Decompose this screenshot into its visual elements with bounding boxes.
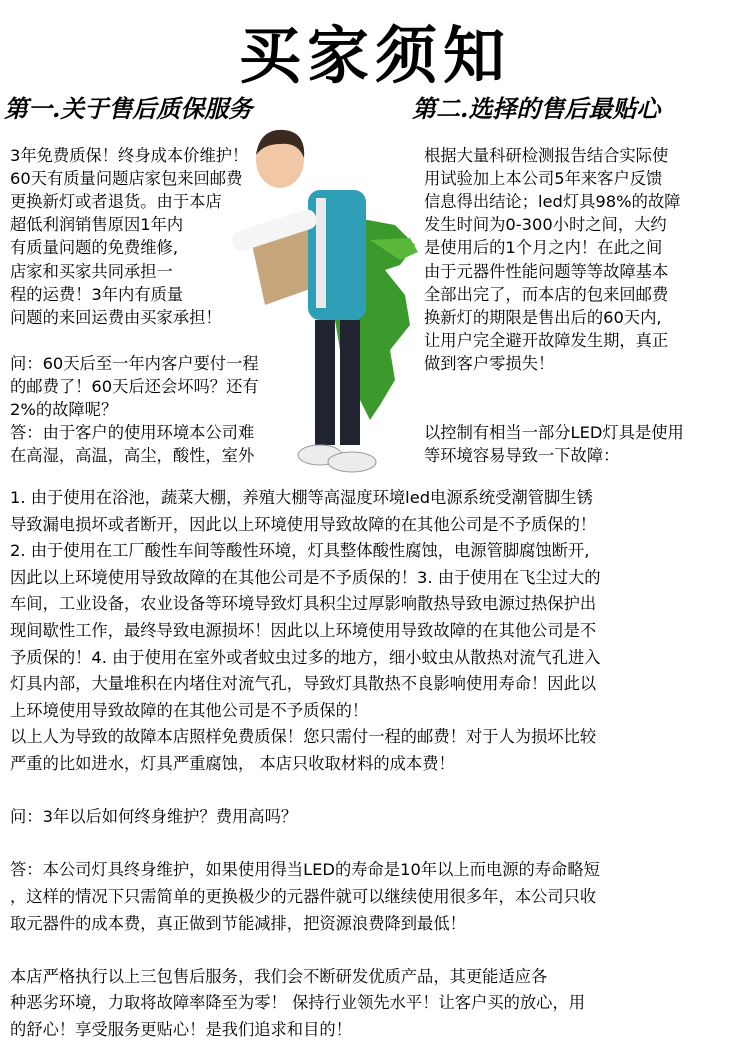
text-line: 车间，工业设备，农业设备等环境导致灯具积尘过厚影响散热导致电源过热保护出 [10, 594, 597, 614]
section-heading-warranty: 第一.关于售后质保服务 [4, 94, 253, 123]
text-line: 3年免费质保！终身成本价维护！ [10, 146, 249, 165]
text-line: 种恶劣环境，力取将故障率降至为零！ 保持行业领先水平！让客户买的放心，用 [10, 993, 586, 1013]
text-line: 取元器件的成本费，真正做到节能减排，把资源浪费降到最低！ [10, 913, 466, 933]
text-line: 本店严格执行以上三包售后服务，我们会不断研发优质产品，其更能适应各 [10, 966, 548, 986]
text-line: 程的运费！3年内有质量 [10, 284, 184, 304]
text-line: ，这样的情况下只需简单的更换极少的元器件就可以继续使用很多年，本公司只收 [10, 887, 597, 906]
text-line: 店家和买家共同承担一 [10, 261, 173, 281]
text-line: 让用户完全避开故障发生期，真正 [424, 330, 669, 350]
text-line: 以上人为导致的故障本店照样免费质保！您只需付一程的邮费！对于人为损坏比较 [10, 727, 597, 747]
text-line: 答：本公司灯具终身维护，如果使用得当LED的寿命是10年以上而电源的寿命略短 [10, 860, 600, 880]
text-line: 因此以上环境使用导致故障的在其他公司是不予质保的！3. 由于使用在飞尘过大的 [10, 567, 601, 587]
text-line: 问：3年以后如何终身维护？费用高吗？ [10, 807, 298, 827]
text-line: 上环境使用导致故障的在其他公司是不予质保的！ [10, 700, 369, 720]
text-line: 是使用后的1个月之内！在此之间 [424, 238, 663, 258]
text-line: 换新灯的期限是售出后的60天内, [424, 307, 662, 327]
text-line: 的邮费了！60天后还会坏吗？还有 [10, 377, 259, 396]
text-line: 灯具内部，大量堆积在内堵住对流气孔，导致灯具散热不良影响使用寿命！因此以 [10, 674, 597, 694]
text-line: 更换新灯或者退货。由于本店 [10, 192, 222, 212]
text-line: 予质保的！4. 由于使用在室外或者蚊虫过多的地方，细小蚊虫从散热对流气孔进入 [10, 647, 601, 667]
text-line: 以控制有相当一部分LED灯具是使用 [424, 423, 684, 443]
text-line: 有质量问题的免费维修, [10, 238, 178, 258]
text-line: 答：由于客户的使用环境本公司难 [10, 423, 255, 443]
text-line: 问题的来回运费由买家承担！ [10, 307, 222, 327]
text-line: 现间歇性工作，最终导致电源损坏！因此以上环境使用导致故障的在其他公司是不 [10, 621, 597, 640]
text-line: 严重的比如进水，灯具严重腐蚀， 本店只收取材料的成本费！ [10, 754, 455, 773]
page-title: 买家须知 [238, 19, 511, 92]
text-line: 1. 由于使用在浴池，蔬菜大棚，养殖大棚等高湿度环境led电源系统受潮管脚生锈 [10, 488, 593, 507]
text-line: 问：60天后至一年内客户要付一程 [10, 353, 259, 373]
text-line: 在高湿，高温，高尘，酸性，室外 [10, 446, 255, 466]
section-heading-service: 第二.选择的售后最贴心 [412, 94, 661, 123]
text-line: 根据大量科研检测报告结合实际使 [424, 146, 669, 165]
text-line: 导致漏电损坏或者断开，因此以上环境使用导致故障的在其他公司是不予质保的！ [10, 514, 597, 534]
text-line: 2. 由于使用在工厂酸性车间等酸性环境，灯具整体酸性腐蚀，电源管脚腐蚀断开, [10, 541, 590, 561]
text-line: 等环境容易导致一下故障： [424, 446, 620, 466]
text-line: 由于元器件性能问题等等故障基本 [424, 261, 669, 281]
text-line: 做到客户零损失！ [424, 353, 555, 373]
text-line: 全部出完了，而本店的包来回邮费 [424, 284, 669, 304]
text-line: 的舒心！享受服务更贴心！是我们追求和目的！ [10, 1020, 352, 1039]
text-line: 60天有质量问题店家包来回邮费 [10, 169, 243, 189]
text-line: 2%的故障呢？ [10, 400, 118, 420]
text-line: 超低利润销售原因1年内 [10, 215, 184, 235]
text-line: 用试验加上本公司5年来客户反馈 [424, 169, 663, 189]
text-line: 信息得出结论；led灯具98%的故障 [424, 192, 681, 212]
text-line: 发生时间为0-300小时之间，大约 [424, 215, 667, 235]
